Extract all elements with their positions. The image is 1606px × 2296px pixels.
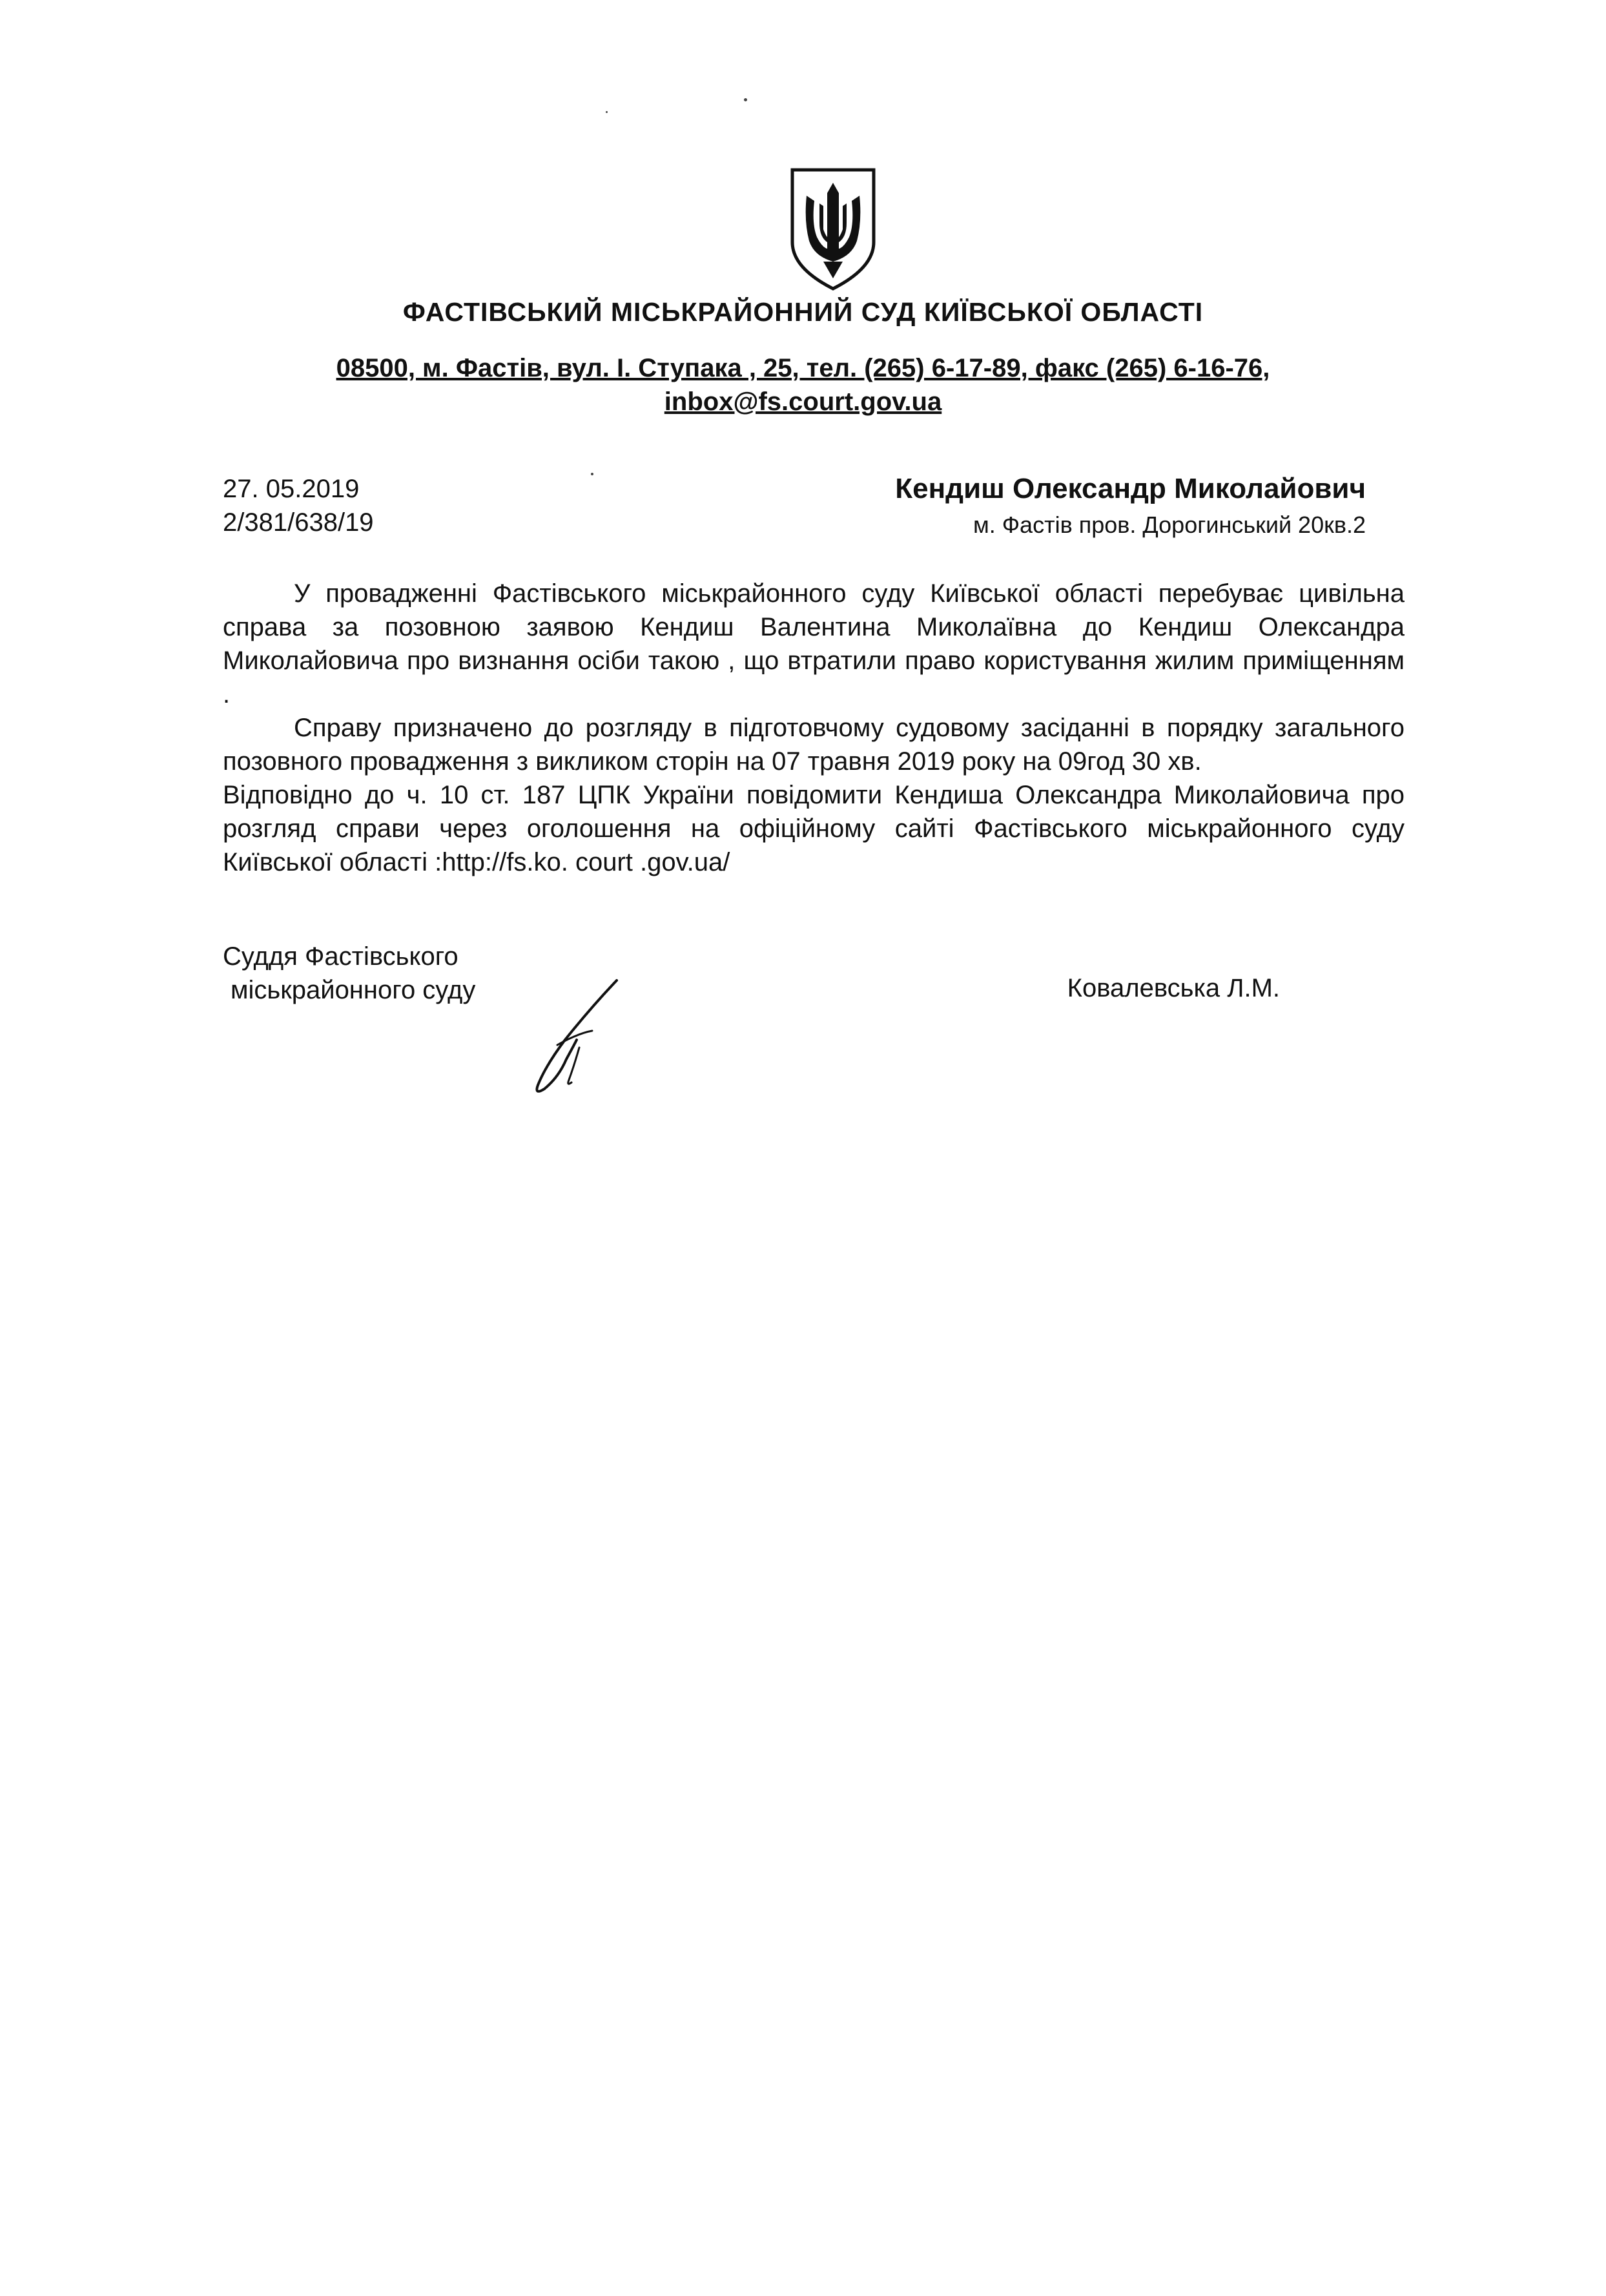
addressee-name: Кендиш Олександр Миколайович — [895, 473, 1366, 504]
judge-title-line: міськрайонного суду — [231, 976, 476, 1004]
letter-date: 27. 05.2019 — [223, 475, 360, 503]
scan-speck — [744, 98, 747, 101]
body-paragraph: У провадженні Фастівського міськрайонного суду Київської області перебуває цивільна справа за позовною заявою Кендиш Валентина Миколаївна до Кендиш Олександра Миколайовича про визнання осіби такою , що втратили право користування жилим приміщенням . — [223, 579, 1405, 708]
judge-title — [223, 940, 475, 1007]
handwritten-signature — [520, 969, 633, 1098]
addressee-address: м. Фастів пров. Дорогинський 20кв.2 — [973, 512, 1366, 538]
court-name: ФАСТІВСЬКИЙ МІСЬКРАЙОННИЙ СУД КИЇВСЬКОЇ ОБЛАСТІ — [402, 297, 1204, 327]
scan-speck — [606, 111, 608, 113]
judge-title-line: Суддя Фастівського — [223, 942, 458, 971]
letter-body — [223, 577, 1405, 879]
scan-speck — [591, 473, 593, 475]
judge-name: Ковалевська Л.М. — [1067, 974, 1280, 1002]
body-paragraph: Відповідно до ч. 10 ст. 187 ЦПК України повідомити Кендиша Олександра Миколайовича про розгляд справи через оголошення на офіційному сайті Фастівського міськрайонного суду Київської області :http://fs.ko. court .gov.ua/ — [223, 781, 1405, 876]
court-email: inbox@fs.court.gov.ua — [664, 388, 942, 416]
court-address: 08500, м. Фастів, вул. І. Ступака , 25, тел. (265) 6-17-89, факс (265) 6-16-76, — [336, 354, 1270, 382]
letter-number: 2/381/638/19 — [223, 508, 374, 537]
body-paragraph: Справу призначено до розгляду в підготовчому судовому засіданні в порядку загального позовного провадження з викликом сторін на 07 травня 2019 року на 09год 30 хв. — [223, 714, 1405, 776]
ukraine-trident-emblem-icon — [785, 165, 881, 294]
